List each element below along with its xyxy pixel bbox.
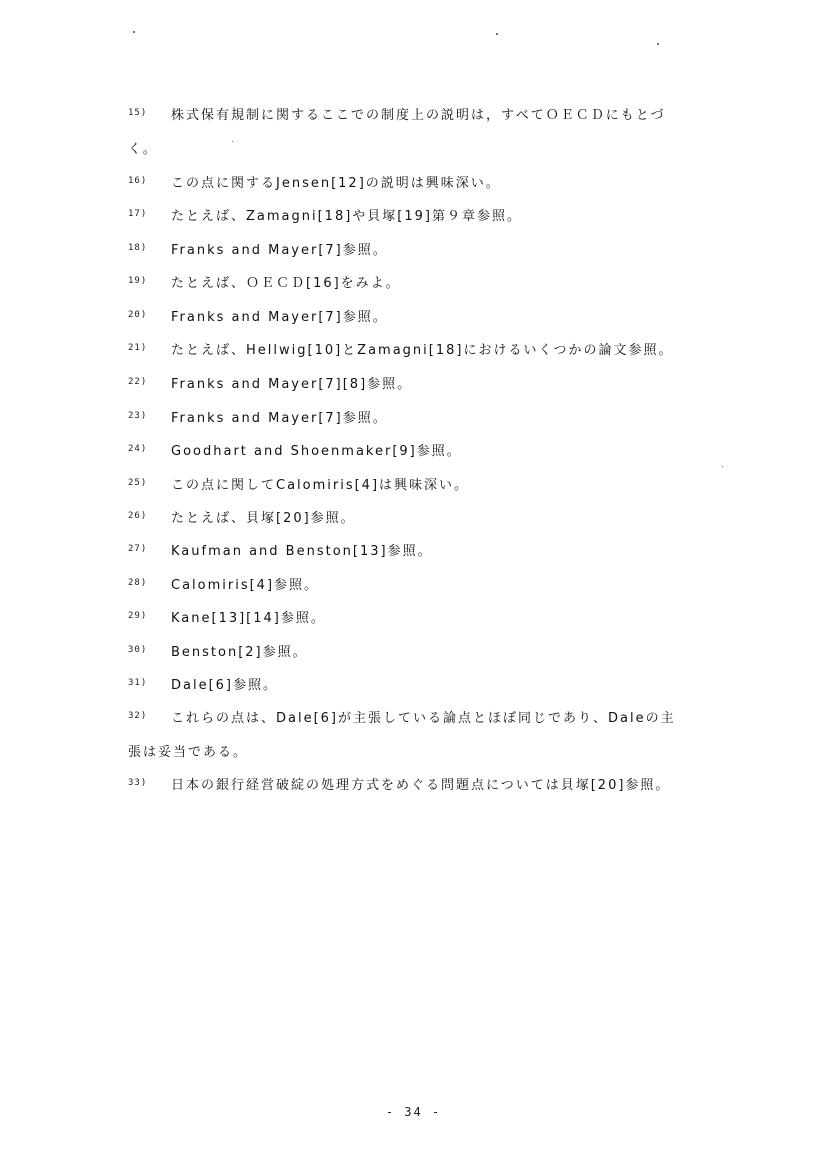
footnote-number: 21) — [128, 343, 148, 353]
scan-speck — [133, 31, 135, 33]
footnote-text: たとえば、ＯＥＣＤ[16]をみよ。 — [171, 276, 401, 291]
footnote-number: 23) — [128, 411, 148, 421]
footnote-text: Dale[6]参照。 — [171, 678, 279, 693]
footnote-text: たとえば、貝塚[20]参照。 — [171, 511, 356, 526]
footnote-number: 18) — [128, 243, 148, 253]
scan-speck — [657, 43, 659, 45]
footnote-text: Franks and Mayer[7]参照。 — [171, 411, 388, 426]
footnote-number: 15) — [128, 108, 148, 118]
footnote-text: この点に関するJensen[12]の説明は興味深い。 — [171, 176, 501, 191]
footnote-number: 24) — [128, 444, 148, 454]
footnote-text: Goodhart and Shoenmaker[9]参照。 — [171, 444, 462, 459]
footnote-text-continuation: く。 — [128, 142, 158, 157]
footnote-number: 17) — [128, 209, 148, 219]
footnote-text-line: 株式保有規制に関するここでの制度上の説明は，すべてＯＥＣＤにもとづ — [171, 108, 666, 123]
footnote-text-continuation: 張は妥当である。 — [128, 745, 249, 760]
footnote-text: たとえば、Zamagni[18]や貝塚[19]第９章参照。 — [171, 209, 522, 224]
footnote-text: たとえば、Hellwig[10]とZamagni[18]におけるいくつかの論文参照。 — [171, 343, 674, 358]
footnote-text: Kane[13][14]参照。 — [171, 611, 326, 626]
footnote-text: Franks and Mayer[7][8]参照。 — [171, 377, 413, 392]
footnote-number: 19) — [128, 276, 148, 286]
footnote-number: 28) — [128, 578, 148, 588]
footnote-number: 32) — [128, 711, 148, 721]
footnote-number: 22) — [128, 377, 148, 387]
footnote-number: 16) — [128, 176, 148, 186]
footnote-number: 25) — [128, 478, 148, 488]
footnote-text: Benston[2]参照。 — [171, 645, 308, 660]
footnote-text: Kaufman and Benston[13]参照。 — [171, 544, 433, 559]
footnote-number: 27) — [128, 544, 148, 554]
scan-speck — [722, 466, 723, 467]
footnote-text: 日本の銀行経営破綻の処理方式をめぐる問題点については貝塚[20]参照。 — [171, 778, 671, 793]
page-number: - 34 - — [385, 1105, 442, 1119]
footnote-text: Franks and Mayer[7]参照。 — [171, 310, 388, 325]
footnote-number: 31) — [128, 678, 148, 688]
footnote-text: Franks and Mayer[7]参照。 — [171, 243, 388, 258]
footnote-number: 26) — [128, 511, 148, 521]
footnote-text: Calomiris[4]参照。 — [171, 578, 320, 593]
scan-speck — [496, 33, 498, 35]
footnote-number: 33) — [128, 778, 148, 788]
footnote-text-line: これらの点は、Dale[6]が主張している論点とほぼ同じであり、Daleの主 — [171, 711, 676, 726]
footnote-number: 20) — [128, 310, 148, 320]
footnote-number: 29) — [128, 611, 148, 621]
footnote-number: 30) — [128, 645, 148, 655]
footnote-text: この点に関してCalomiris[4]は興味深い。 — [171, 478, 470, 493]
